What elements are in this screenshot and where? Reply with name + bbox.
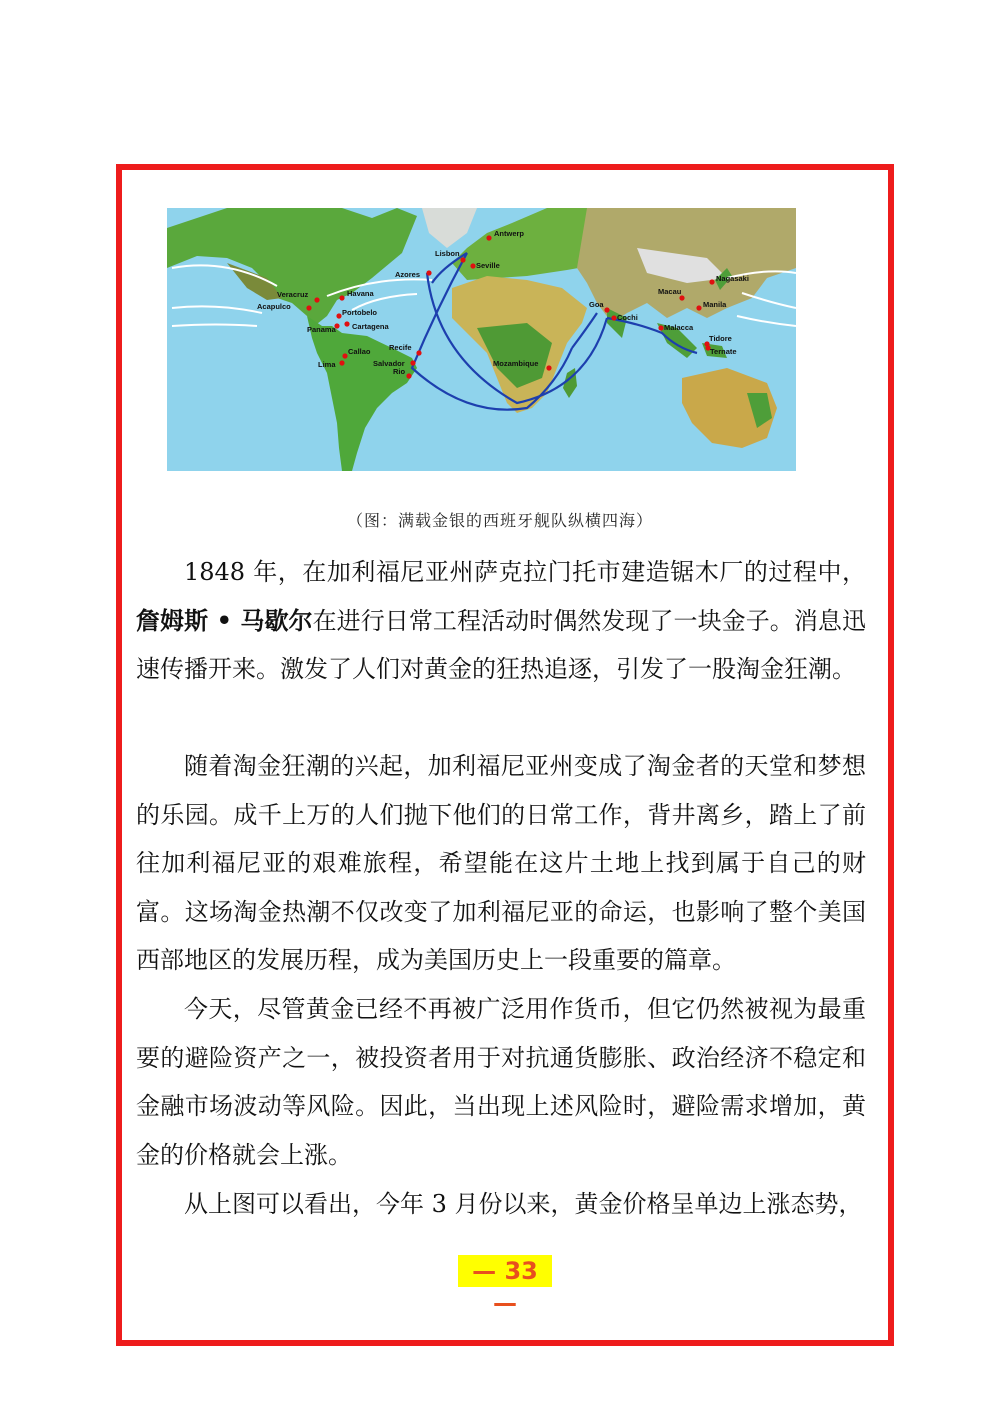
port-label: Manila: [703, 300, 727, 309]
port-label: Rio: [393, 367, 406, 376]
paragraph-4: 从上图可以看出，今年 3 月份以来，黄金价格呈单边上涨态势，: [184, 1190, 863, 1218]
port-label: Mozambique: [493, 359, 539, 368]
spanish-fleet-world-map: [167, 208, 796, 471]
port-label: Ternate: [710, 347, 737, 356]
port-label: Recife: [389, 343, 412, 352]
port-marker: [709, 279, 714, 284]
port-label: Lima: [318, 360, 336, 369]
port-label: Macau: [658, 287, 682, 296]
port-marker: [470, 263, 475, 268]
port-marker: [679, 295, 684, 300]
port-marker: [604, 307, 609, 312]
port-marker: [339, 360, 344, 365]
port-label: Tidore: [709, 334, 732, 343]
port-label: Cartagena: [352, 322, 389, 331]
page-number: — 33 —: [458, 1255, 552, 1287]
port-label: Malacca: [664, 323, 694, 332]
paragraph-1: [136, 548, 866, 694]
port-label: Portobelo: [342, 308, 377, 317]
paragraph-1-rest: 在进行日常工程活动时偶然发现了一块金子。消息迅速传播开来。激发了人们对黄金的狂热追逐，引发了一股淘金狂潮。: [136, 606, 866, 683]
port-label: Havana: [347, 289, 374, 298]
port-label: Salvador: [373, 359, 405, 368]
port-marker: [416, 350, 421, 355]
port-marker: [339, 295, 344, 300]
port-marker: [696, 305, 701, 310]
paragraph-2: 随着淘金狂潮的兴起，加利福尼亚州变成了淘金者的天堂和梦想的乐园。成千上万的人们抛下他们的日常工作，背井离乡，踏上了前往加利福尼亚的艰难旅程，希望能在这片土地上找到属于自己的财富。这场淘金热潮不仅改变了加利福尼亚的命运，也影响了整个美国西部地区的发展历程，成为美国历史上一段重要的篇章。: [136, 752, 866, 974]
port-label: Lisbon: [435, 249, 460, 258]
port-label: Panama: [307, 325, 336, 334]
port-marker: [611, 315, 616, 320]
port-marker: [658, 325, 663, 330]
port-marker: [344, 321, 349, 326]
port-marker: [486, 235, 491, 240]
port-label: Antwerp: [494, 229, 524, 238]
port-marker: [314, 297, 319, 302]
port-label: Nagasaki: [716, 274, 749, 283]
paragraph-1-lead: 1848 年，在加利福尼亚州萨克拉门托市建造锯木厂的过程中，: [184, 558, 866, 586]
port-marker: [460, 257, 465, 262]
port-label: Callao: [348, 347, 371, 356]
port-marker: [546, 365, 551, 370]
port-label: Azores: [395, 270, 421, 279]
james-marshall-name: 詹姆斯 • 马歇尔: [136, 605, 313, 635]
port-marker: [336, 313, 341, 318]
port-marker: [306, 305, 311, 310]
port-label: Cochi: [617, 313, 638, 322]
port-marker: [426, 270, 431, 275]
port-label: Seville: [476, 261, 500, 270]
port-label: Veracruz: [277, 290, 309, 299]
port-marker: [410, 360, 415, 365]
port-marker: [406, 373, 411, 378]
port-label: Goa: [589, 300, 604, 309]
port-label: Acapulco: [257, 302, 291, 311]
image-caption: （图：满载金银的西班牙舰队纵横四海）: [346, 511, 653, 530]
port-marker: [342, 353, 347, 358]
paragraph-3: 今天，尽管黄金已经不再被广泛用作货币，但它仍然被视为最重要的避险资产之一，被投资者用于对抗通货膨胀、政治经济不稳定和金融市场波动等风险。因此，当出现上述风险时，避险需求增加，黄金的价格就会上涨。: [136, 995, 866, 1169]
